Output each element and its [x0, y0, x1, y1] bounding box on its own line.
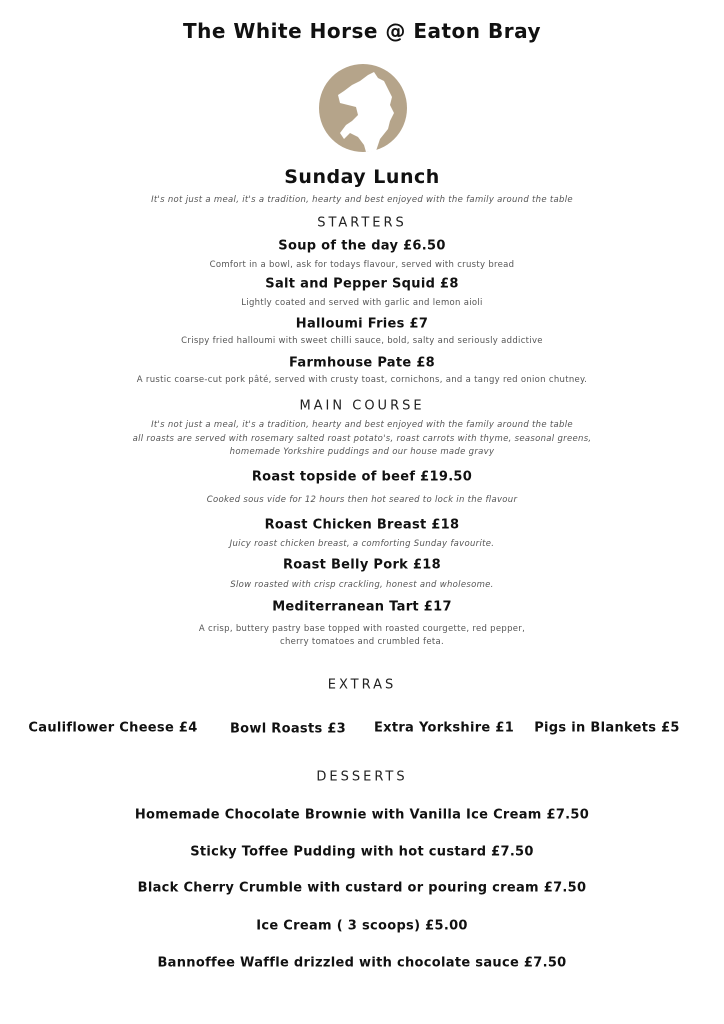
- extra-item: Bowl Roasts £3: [229, 721, 347, 737]
- menu-title: Sunday Lunch: [284, 166, 440, 188]
- section-heading-main: MAIN COURSE: [299, 398, 425, 414]
- main-intro-line: homemade Yorkshire puddings and our house made gravy: [229, 447, 495, 457]
- main-item-desc: Cooked sous vide for 12 hours then hot seared to lock in the flavour: [206, 495, 518, 505]
- starter-item-desc: Crispy fried halloumi with sweet chilli sauce, bold, salty and seriously addictive: [181, 336, 543, 346]
- extra-item: Cauliflower Cheese £4: [28, 720, 198, 736]
- main-item-desc: A crisp, buttery pastry base topped with roasted courgette, red pepper,: [198, 624, 526, 634]
- starter-item-name: Halloumi Fries £7: [295, 316, 429, 332]
- main-item-name: Roast Belly Pork £18: [282, 557, 441, 573]
- main-item-name: Roast topside of beef £19.50: [251, 469, 473, 485]
- starter-item-name: Soup of the day £6.50: [278, 238, 446, 254]
- main-intro-line: It's not just a meal, it's a tradition, hearty and best enjoyed with the family around the table: [151, 420, 573, 430]
- main-intro-line: all roasts are served with rosemary salted roast potato's, roast carrots with thyme, seasonal greens,: [132, 434, 592, 444]
- dessert-item: Ice Cream ( 3 scoops) £5.00: [256, 918, 468, 934]
- main-item-name: Mediterranean Tart £17: [272, 599, 452, 615]
- section-heading-starters: STARTERS: [317, 215, 407, 231]
- main-item-name: Roast Chicken Breast £18: [264, 517, 460, 533]
- dessert-item: Sticky Toffee Pudding with hot custard £7.50: [190, 844, 534, 860]
- starter-item-desc: Comfort in a bowl, ask for todays flavour, served with crusty bread: [209, 260, 515, 270]
- starter-item-name: Salt and Pepper Squid £8: [265, 276, 459, 292]
- main-item-desc: Slow roasted with crisp crackling, honest and wholesome.: [230, 580, 494, 590]
- section-heading-extras: EXTRAS: [327, 677, 397, 693]
- horse-logo-icon: [318, 63, 408, 153]
- starter-item-desc: Lightly coated and served with garlic and lemon aioli: [241, 298, 483, 308]
- restaurant-title: The White Horse @ Eaton Bray: [182, 19, 542, 43]
- main-item-desc: cherry tomatoes and crumbled feta.: [279, 637, 445, 647]
- starter-item-desc: A rustic coarse-cut pork pâté, served with crusty toast, cornichons, and a tangy red onion chutney.: [136, 375, 588, 385]
- starter-item-name: Farmhouse Pate £8: [288, 355, 436, 371]
- extra-item: Pigs in Blankets £5: [534, 720, 680, 736]
- main-item-desc: Juicy roast chicken breast, a comforting Sunday favourite.: [229, 539, 495, 549]
- dessert-item: Bannoffee Waffle drizzled with chocolate sauce £7.50: [157, 955, 567, 971]
- dessert-item: Black Cherry Crumble with custard or pouring cream £7.50: [137, 880, 587, 896]
- extra-item: Extra Yorkshire £1: [373, 720, 515, 736]
- menu-tagline: It's not just a meal, it's a tradition, hearty and best enjoyed with the family around the table: [151, 195, 573, 205]
- dessert-item: Homemade Chocolate Brownie with Vanilla Ice Cream £7.50: [134, 807, 590, 823]
- section-heading-desserts: DESSERTS: [316, 769, 408, 785]
